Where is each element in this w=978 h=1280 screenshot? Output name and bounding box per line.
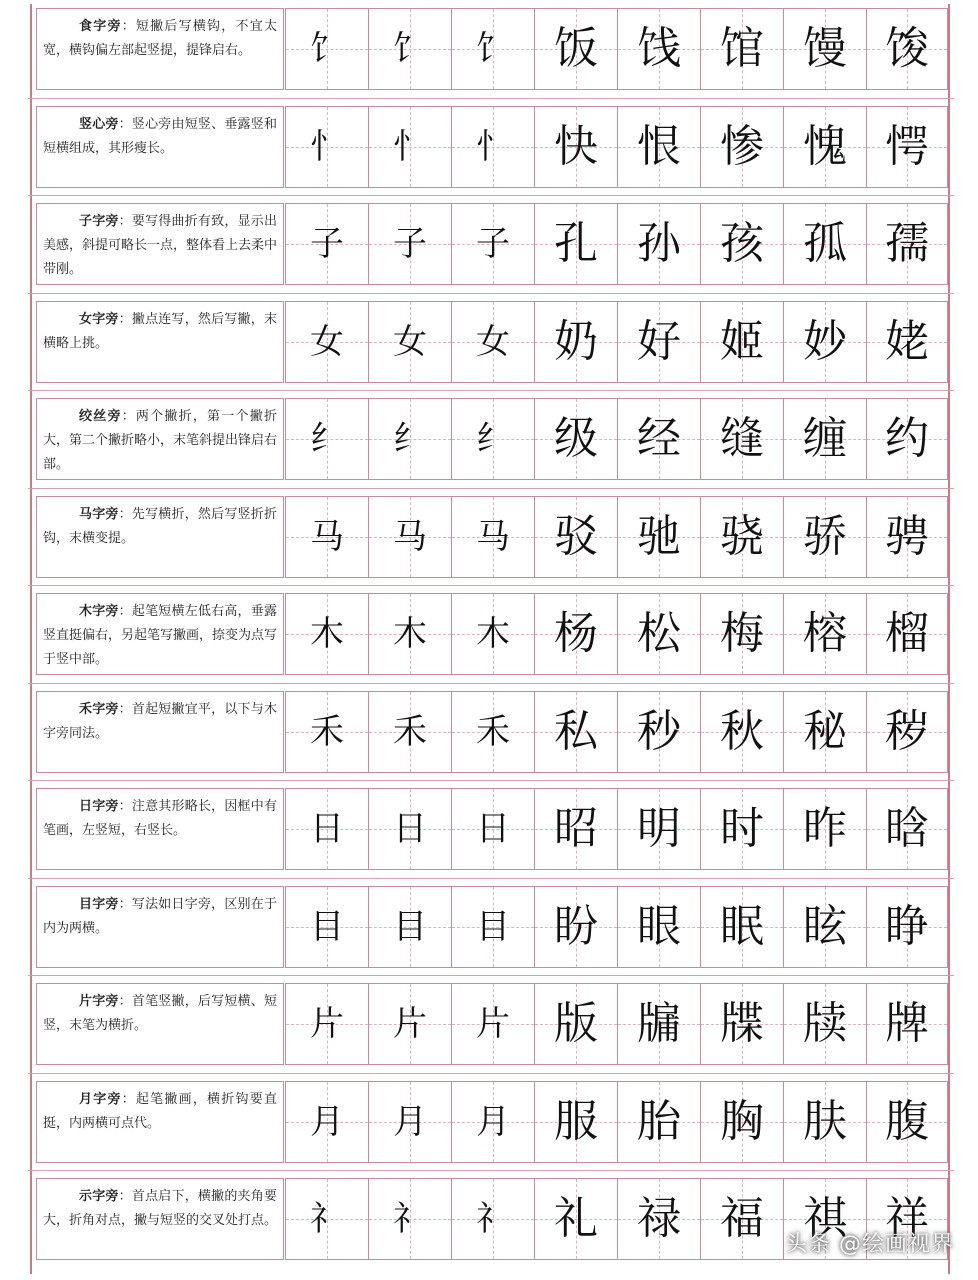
radical-description: ：两个撇折，第一个撇折大，第二个撇折略小，末笔斜提出锋启右部。 <box>43 409 278 472</box>
radical-glyph: 女 <box>310 321 344 362</box>
description-cell <box>36 496 284 578</box>
radical-row <box>36 1081 948 1163</box>
example-char: 孩 <box>720 218 764 269</box>
description-text <box>43 113 277 161</box>
row-separator <box>28 1170 954 1171</box>
radical-practice-cell <box>285 496 369 578</box>
example-char-cell <box>866 106 948 188</box>
description-cell <box>36 203 284 285</box>
example-char-cell <box>783 496 867 578</box>
radical-practice-cell <box>451 203 535 285</box>
radical-description: ：要写得曲折有致，显示出美感，斜提可略长一点，整体看上去柔中带刚。 <box>43 214 278 277</box>
radical-row <box>36 106 948 188</box>
example-char-cell <box>700 886 784 968</box>
radical-practice-cell <box>285 398 369 480</box>
example-char: 牖 <box>637 998 681 1049</box>
example-char-cell <box>700 1081 784 1163</box>
radical-practice-cell <box>451 691 535 773</box>
radical-glyph: 目 <box>310 906 344 947</box>
example-char-cell <box>617 1178 701 1260</box>
example-char: 榕 <box>803 608 847 659</box>
example-char-cell <box>534 1178 618 1260</box>
example-char-cell <box>783 886 867 968</box>
example-char: 骋 <box>885 510 929 562</box>
radical-glyph: 片 <box>476 1004 510 1044</box>
row-separator <box>28 780 954 781</box>
radical-practice-cell <box>368 1178 452 1260</box>
watermark: 头条 @绘画视界 <box>785 1232 954 1257</box>
example-char-cell <box>700 788 784 870</box>
description-cell <box>36 8 284 90</box>
radical-practice-cell <box>368 203 452 285</box>
example-char-cell <box>700 398 784 480</box>
radical-glyph: 礻 <box>310 1199 344 1239</box>
row-separator <box>28 488 954 489</box>
radical-practice-cell <box>451 788 535 870</box>
example-char-cell <box>783 691 867 773</box>
example-char: 杨 <box>554 608 598 659</box>
example-char-cell <box>866 203 948 285</box>
example-char: 时 <box>720 803 764 854</box>
example-char: 骁 <box>720 510 764 562</box>
example-char-cell <box>783 301 867 383</box>
description-cell <box>36 886 284 968</box>
radical-glyph: 纟 <box>310 419 344 459</box>
radical-glyph: 木 <box>310 614 344 654</box>
radical-name: 女字旁 <box>79 311 119 327</box>
example-char: 孤 <box>803 218 847 269</box>
radical-name: 示字旁 <box>79 1189 119 1204</box>
radical-glyph: 日 <box>476 809 510 849</box>
radical-glyph: 纟 <box>393 419 427 459</box>
example-char: 私 <box>554 705 598 757</box>
radical-glyph: 饣 <box>476 29 510 69</box>
radical-practice-cell <box>285 886 369 968</box>
example-char-cell <box>700 593 784 675</box>
example-char-cell <box>617 398 701 480</box>
radical-practice-cell <box>451 496 535 578</box>
radical-row <box>36 983 948 1065</box>
example-char: 秒 <box>637 705 681 757</box>
description-cell <box>36 301 284 383</box>
example-char: 秘 <box>803 705 847 757</box>
description-text <box>43 210 277 282</box>
example-char: 缠 <box>803 413 847 464</box>
example-char: 昭 <box>554 803 598 854</box>
example-char: 腹 <box>885 1095 929 1147</box>
radical-practice-cell <box>285 691 369 773</box>
description-cell <box>36 1178 284 1260</box>
example-char: 晗 <box>885 803 929 854</box>
radical-name: 月字旁 <box>79 1091 122 1107</box>
example-char-cell <box>534 886 618 968</box>
example-char-cell <box>534 983 618 1065</box>
radical-name: 木字旁 <box>79 604 119 619</box>
radical-practice-cell <box>368 593 452 675</box>
radical-description: ：首起短撇宜平，以下与木字旁同法。 <box>43 701 277 741</box>
example-char-cell <box>700 496 784 578</box>
example-char-cell <box>866 983 948 1065</box>
example-char-cell <box>617 593 701 675</box>
description-text <box>43 308 277 356</box>
radical-name: 子字旁 <box>79 214 119 229</box>
radical-description: ：首点启下，横撇的夹角要大，折角对点，撇与短竖的交叉处打点。 <box>43 1189 278 1228</box>
example-char-cell <box>866 398 948 480</box>
example-char: 眠 <box>720 900 764 952</box>
radical-practice-cell <box>285 983 369 1065</box>
radical-glyph: 目 <box>476 906 510 947</box>
radical-glyph: 子 <box>393 224 427 264</box>
radical-glyph: 禾 <box>310 711 344 752</box>
example-char-cell <box>866 691 948 773</box>
example-char: 福 <box>720 1193 764 1244</box>
example-char-cell <box>617 106 701 188</box>
example-char: 馂 <box>885 23 929 74</box>
example-char-cell <box>617 496 701 578</box>
radical-name: 目字旁 <box>79 896 119 912</box>
example-char: 愧 <box>803 120 847 172</box>
example-char: 盼 <box>554 900 598 952</box>
description-text <box>43 15 277 63</box>
example-char-cell <box>783 1081 867 1163</box>
row-separator <box>28 878 954 879</box>
radical-row <box>36 398 948 480</box>
example-char-cell <box>617 691 701 773</box>
radical-practice-cell <box>285 8 369 90</box>
description-text <box>43 1088 277 1136</box>
radical-row <box>36 691 948 773</box>
example-char-cell <box>534 301 618 383</box>
radical-practice-cell <box>285 203 369 285</box>
example-char: 胸 <box>720 1095 764 1147</box>
description-text <box>43 503 277 551</box>
example-char-cell <box>534 691 618 773</box>
description-cell <box>36 106 284 188</box>
radical-practice-cell <box>285 301 369 383</box>
radical-name: 日字旁 <box>79 799 119 814</box>
example-char-cell <box>700 203 784 285</box>
example-char: 肤 <box>803 1095 847 1147</box>
radical-glyph: 纟 <box>476 419 510 459</box>
radical-practice-cell <box>451 8 535 90</box>
description-cell <box>36 983 284 1065</box>
radical-row <box>36 301 948 383</box>
radical-description: ：写法如日字旁，区别在于内为两横。 <box>43 896 277 936</box>
radical-practice-cell <box>451 1081 535 1163</box>
radical-glyph: 片 <box>393 1004 427 1044</box>
example-char-cell <box>866 1081 948 1163</box>
example-char: 秽 <box>885 705 929 757</box>
radical-glyph: 目 <box>393 906 427 947</box>
example-char: 级 <box>554 413 598 464</box>
example-char: 快 <box>554 120 598 172</box>
example-char: 明 <box>637 803 681 854</box>
radical-glyph: 月 <box>476 1101 510 1142</box>
example-char-cell <box>534 1081 618 1163</box>
radical-practice-cell <box>368 301 452 383</box>
radical-row <box>36 593 948 675</box>
radical-practice-cell <box>451 398 535 480</box>
example-char-cell <box>783 788 867 870</box>
example-char: 约 <box>885 413 929 464</box>
description-cell <box>36 691 284 773</box>
radical-glyph: 禾 <box>393 711 427 752</box>
row-separator <box>28 975 954 976</box>
radical-practice-cell <box>451 983 535 1065</box>
radical-glyph: 饣 <box>393 29 427 69</box>
example-char-cell <box>700 8 784 90</box>
radical-description: ：先写横折，然后写竖折折钩，末横变提。 <box>43 506 277 546</box>
example-char-cell <box>617 301 701 383</box>
example-char: 惨 <box>720 120 764 172</box>
radical-practice-cell <box>285 1178 369 1260</box>
example-char-cell <box>783 983 867 1065</box>
radical-practice-cell <box>451 593 535 675</box>
radical-description: ：注意其形略长，因框中有笔画，左竖短，右竖长。 <box>43 799 277 838</box>
example-char-cell <box>534 593 618 675</box>
example-char: 奶 <box>554 315 598 367</box>
example-char: 牌 <box>885 998 929 1049</box>
row-separator <box>28 98 954 99</box>
example-char: 妙 <box>803 315 847 367</box>
example-char-cell <box>617 788 701 870</box>
example-char-cell <box>866 788 948 870</box>
radical-practice-cell <box>368 496 452 578</box>
radical-practice-cell <box>285 106 369 188</box>
description-cell <box>36 1081 284 1163</box>
example-char: 经 <box>637 413 681 464</box>
radical-practice-cell <box>368 398 452 480</box>
example-char-cell <box>783 203 867 285</box>
row-separator <box>28 390 954 391</box>
radical-glyph: 女 <box>393 321 427 362</box>
example-char: 梅 <box>720 608 764 659</box>
example-char: 服 <box>554 1095 598 1147</box>
radical-glyph: 月 <box>393 1101 427 1142</box>
radical-glyph: 女 <box>476 321 510 362</box>
radical-description: ：起笔短横左低右高，垂露竖直挺偏右，另起笔写撇画，捺变为点写于竖中部。 <box>43 604 278 667</box>
radical-name: 马字旁 <box>79 506 119 522</box>
example-char: 睁 <box>885 900 929 952</box>
example-char: 孺 <box>885 218 929 269</box>
example-char: 祥 <box>885 1193 929 1244</box>
radical-practice-cell <box>368 691 452 773</box>
radical-glyph: 马 <box>310 516 344 557</box>
example-char-cell <box>534 8 618 90</box>
radical-glyph: 饣 <box>310 29 344 69</box>
description-text <box>43 1185 277 1233</box>
example-char: 骄 <box>803 510 847 562</box>
example-char: 馒 <box>803 23 847 74</box>
row-separator <box>28 1073 954 1074</box>
description-cell <box>36 593 284 675</box>
radical-practice-cell <box>285 593 369 675</box>
example-char: 孙 <box>637 218 681 269</box>
radical-row <box>36 203 948 285</box>
row-separator <box>28 195 954 196</box>
radical-name: 竖心旁 <box>79 116 119 132</box>
example-char: 馆 <box>720 23 764 74</box>
example-char: 胎 <box>637 1095 681 1147</box>
example-char: 牍 <box>803 998 847 1049</box>
description-text <box>43 600 277 672</box>
radical-description: ：短撇后写横钩，不宜太宽，横钩偏左部起竖提，提锋启右。 <box>43 19 277 58</box>
radical-glyph: 日 <box>393 809 427 849</box>
description-text <box>43 795 277 843</box>
radical-glyph: 子 <box>310 224 344 264</box>
row-separator <box>28 683 954 684</box>
example-char: 榴 <box>885 608 929 659</box>
description-text <box>43 405 277 477</box>
radical-practice-cell <box>368 983 452 1065</box>
radical-glyph: 片 <box>310 1004 344 1044</box>
radical-glyph: 礻 <box>476 1199 510 1239</box>
example-char-cell <box>700 691 784 773</box>
radical-name: 绞丝旁 <box>79 409 122 424</box>
example-char-cell <box>534 106 618 188</box>
row-separator <box>28 293 954 294</box>
radical-practice-cell <box>451 1178 535 1260</box>
example-char: 姬 <box>720 315 764 367</box>
example-char: 禄 <box>637 1193 681 1244</box>
radical-practice-cell <box>451 886 535 968</box>
example-char-cell <box>700 106 784 188</box>
example-char-cell <box>617 886 701 968</box>
example-char: 眩 <box>803 900 847 952</box>
example-char-cell <box>866 886 948 968</box>
example-char-cell <box>700 301 784 383</box>
radical-practice-cell <box>368 788 452 870</box>
radical-practice-cell <box>368 106 452 188</box>
example-char: 驳 <box>554 510 598 562</box>
radical-glyph: 马 <box>393 516 427 557</box>
radical-row <box>36 788 948 870</box>
example-char-cell <box>866 8 948 90</box>
description-text <box>43 698 277 746</box>
radical-practice-cell <box>368 886 452 968</box>
example-char-cell <box>534 398 618 480</box>
radical-name: 片字旁 <box>79 994 119 1009</box>
row-separator <box>28 585 954 586</box>
example-char: 饭 <box>554 23 598 74</box>
radical-glyph: 木 <box>476 614 510 654</box>
radical-glyph: 木 <box>393 614 427 654</box>
example-char-cell <box>700 983 784 1065</box>
example-char-cell <box>866 496 948 578</box>
example-char-cell <box>700 1178 784 1260</box>
example-char-cell <box>617 203 701 285</box>
radical-practice-cell <box>368 8 452 90</box>
example-char-cell <box>534 496 618 578</box>
example-char-cell <box>783 8 867 90</box>
example-char-cell <box>866 593 948 675</box>
radical-row <box>36 496 948 578</box>
description-cell <box>36 398 284 480</box>
radical-glyph: 禾 <box>476 711 510 752</box>
radical-glyph: 忄 <box>476 126 510 167</box>
example-char: 松 <box>637 608 681 659</box>
example-char-cell <box>617 983 701 1065</box>
radical-glyph: 日 <box>310 809 344 849</box>
example-char: 祺 <box>803 1193 847 1244</box>
radical-glyph: 礻 <box>393 1199 427 1239</box>
example-char: 驰 <box>637 510 681 562</box>
radical-row <box>36 8 948 90</box>
example-char: 眼 <box>637 900 681 952</box>
radical-practice-cell <box>368 1081 452 1163</box>
description-cell <box>36 788 284 870</box>
example-char-cell <box>617 8 701 90</box>
example-char: 昨 <box>803 803 847 854</box>
example-char-cell <box>783 398 867 480</box>
radical-name: 禾字旁 <box>79 701 119 717</box>
example-char-cell <box>617 1081 701 1163</box>
radical-description: ：起笔撇画，横折钩要直挺，内两横可点代。 <box>43 1091 277 1131</box>
radical-practice-cell <box>285 788 369 870</box>
radical-description: ：竖心旁由短竖、垂露竖和短横组成，其形瘦长。 <box>43 116 277 156</box>
radical-glyph: 月 <box>310 1101 344 1142</box>
example-char-cell <box>866 301 948 383</box>
radical-name: 食字旁 <box>79 19 122 34</box>
example-char: 牒 <box>720 998 764 1049</box>
radical-glyph: 忄 <box>393 126 427 167</box>
radical-description: ：首笔竖撇，后写短横、短竖，末笔为横折。 <box>43 994 277 1033</box>
radical-glyph: 子 <box>476 224 510 264</box>
example-char-cell <box>534 203 618 285</box>
description-text <box>43 893 277 941</box>
radical-description: ：撇点连写，然后写撇，末横略上挑。 <box>43 311 277 351</box>
example-char: 缝 <box>720 413 764 464</box>
example-char: 秋 <box>720 705 764 757</box>
example-char: 姥 <box>885 315 929 367</box>
radical-glyph: 马 <box>476 516 510 557</box>
example-char-cell <box>783 106 867 188</box>
description-text <box>43 990 277 1038</box>
example-char-cell <box>534 788 618 870</box>
example-char: 好 <box>637 315 681 367</box>
example-char: 礼 <box>554 1193 598 1244</box>
radical-practice-cell <box>451 106 535 188</box>
example-char: 恨 <box>637 120 681 172</box>
example-char: 愕 <box>885 120 929 172</box>
radical-glyph: 忄 <box>310 126 344 167</box>
radical-practice-cell <box>451 301 535 383</box>
example-char: 版 <box>554 998 598 1049</box>
example-char-cell <box>783 593 867 675</box>
radical-practice-cell <box>285 1081 369 1163</box>
radical-row <box>36 886 948 968</box>
example-char: 孔 <box>554 218 598 269</box>
example-char: 饯 <box>637 23 681 74</box>
